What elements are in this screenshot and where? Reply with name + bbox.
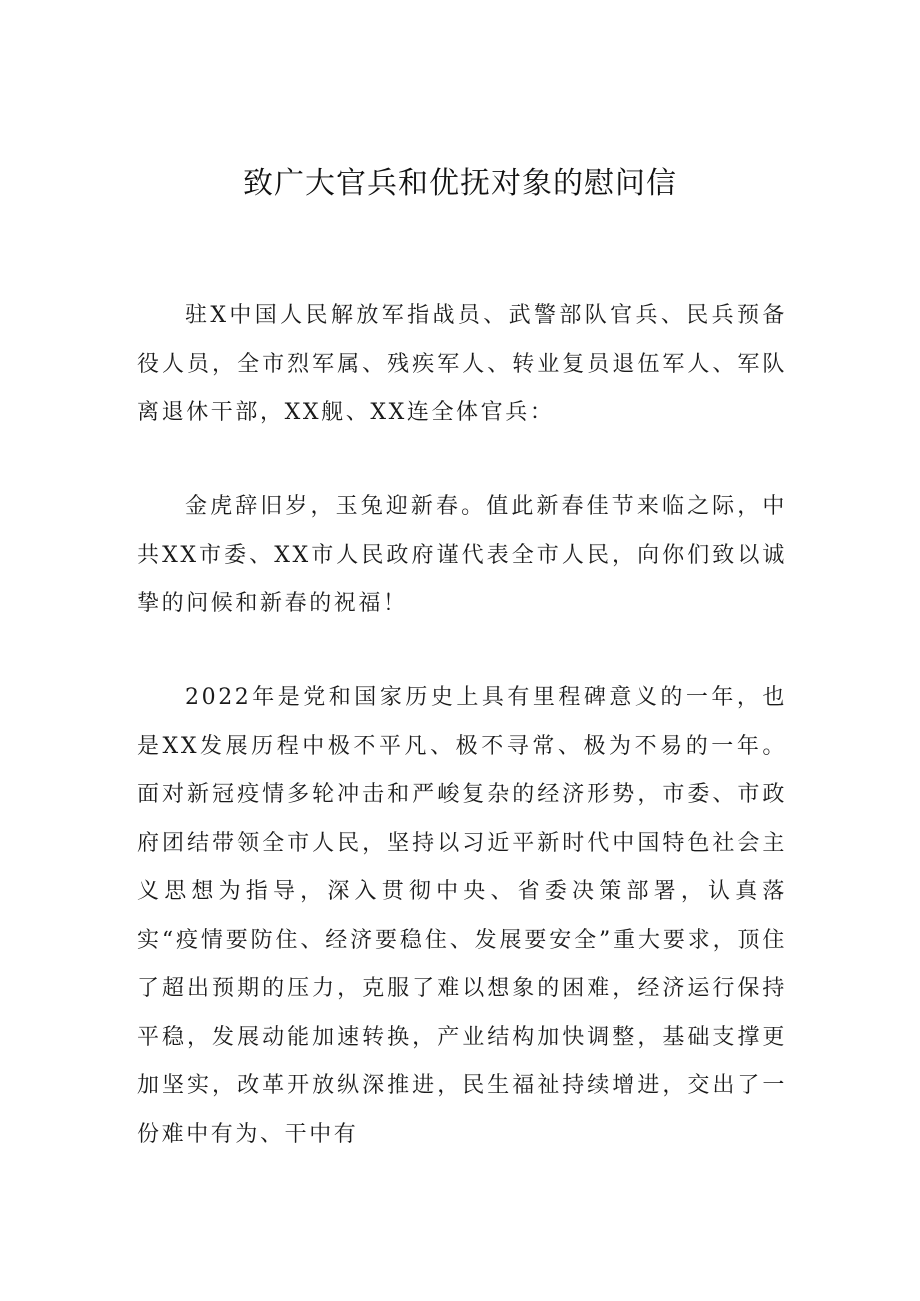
greeting-paragraph: 金虎辞旧岁，玉兔迎新春。值此新春佳节来临之际，中共XX市委、XX市人民政府谨代表全市人民，向你们致以诚挚的问候和新春的祝福！ (137, 494, 787, 616)
document-title: 致广大官兵和优抚对象的慰问信 (243, 166, 677, 201)
review-paragraph: 2022年是党和国家历史上具有里程碑意义的一年，也是XX发展历程中极不平凡、极不寻常、极为不易的一年。面对新冠疫情多轮冲击和严峻复杂的经济形势，市委、市政府团结带领全市人民，坚持以习近平新时代中国特色社会主义思想为指导，深入贯彻中央、省委决策部署，认真落实“疫情要防住、经济要稳住、发展要安全”重大要求，顶住了超出预期的压力，克服了难以想象的困难，经济运行保持平稳，发展动能加速转换，产业结构加快调整，基础支撑更加坚实，改革开放纵深推进，民生福祉持续增进，交出了一份难中有为、干中有 (137, 685, 787, 1147)
salutation-paragraph: 驻X中国人民解放军指战员、武警部队官兵、民兵预备役人员，全市烈军属、残疾军人、转业复员退伍军人、军队离退休干部，XX舰、XX连全体官兵： (137, 303, 787, 425)
